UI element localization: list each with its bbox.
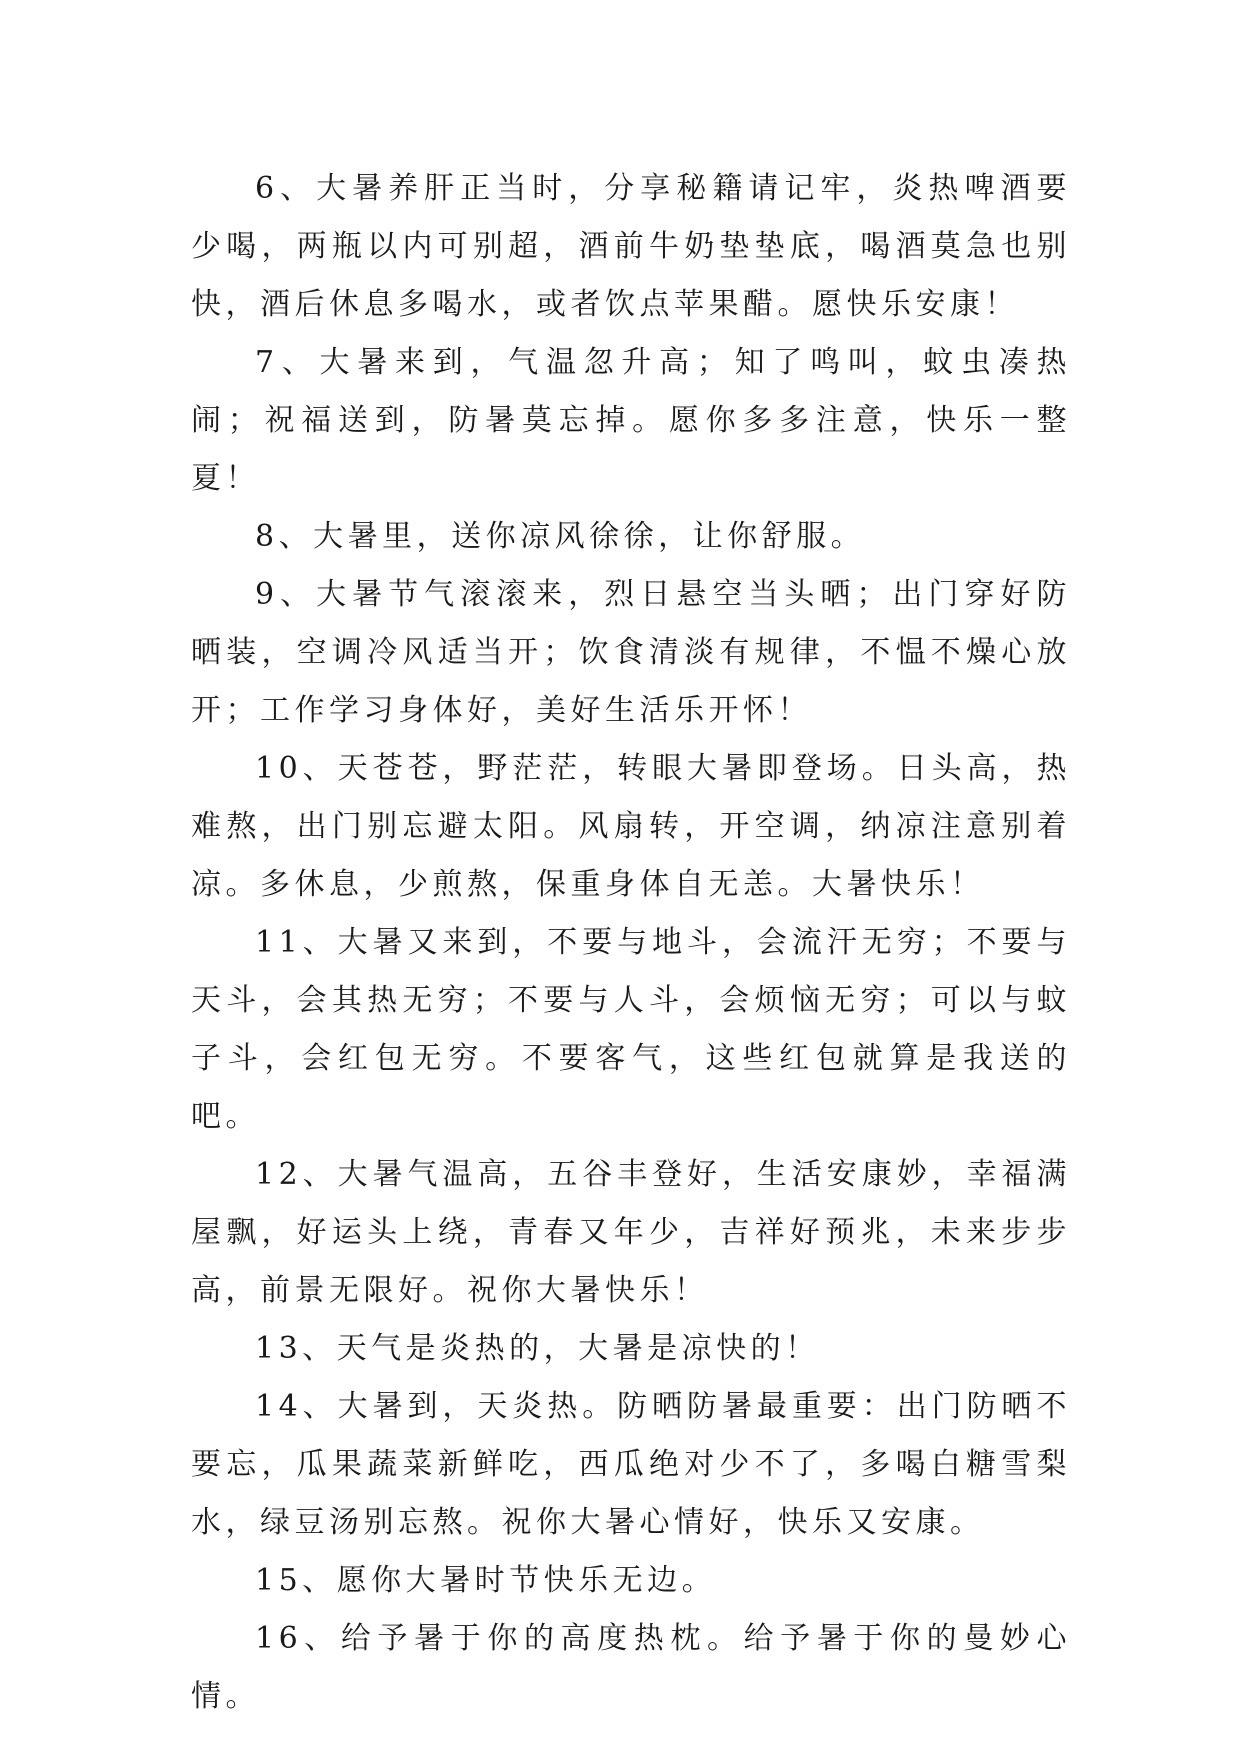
paragraph-6: 6、大暑养肝正当时，分享秘籍请记牢，炎热啤酒要少喝，两瓶以内可别超，酒前牛奶垫垫底，喝酒莫急也别快，酒后休息多喝水，或者饮点苹果醋。愿快乐安康！: [191, 171, 1071, 322]
paragraph-7: 7、大暑来到，气温忽升高；知了鸣叫，蚊虫凑热闹；祝福送到，防暑莫忘掉。愿你多多注意，快乐一整夏！: [191, 345, 1071, 496]
paragraph-11: 11、大暑又来到，不要与地斗，会流汗无穷；不要与天斗，会其热无穷；不要与人斗，会烦恼无穷；可以与蚊子斗，会红包无穷。不要客气，这些红包就算是我送的吧。: [191, 925, 1071, 1134]
paragraph-14: 14、大暑到，天炎热。防晒防暑最重要：出门防晒不要忘，瓜果蔬菜新鲜吃，西瓜绝对少不了，多喝白糖雪梨水，绿豆汤别忘熬。祝你大暑心情好，快乐又安康。: [191, 1389, 1071, 1540]
paragraph-15: 15、愿你大暑时节快乐无边。: [255, 1563, 717, 1598]
paragraph-16: 16、给予暑于你的高度热枕。给予暑于你的曼妙心情。: [191, 1621, 1071, 1714]
paragraph-12: 12、大暑气温高，五谷丰登好，生活安康妙，幸福满屋飘，好运头上绕，青春又年少，吉祥好预兆，未来步步高，前景无限好。祝你大暑快乐！: [191, 1157, 1071, 1308]
paragraph-13: 13、天气是炎热的，大暑是凉快的！: [255, 1331, 820, 1366]
paragraph-10: 10、天苍苍，野茫茫，转眼大暑即登场。日头高，热难熬，出门别忘避太阳。风扇转，开空调，纳凉注意别着凉。多休息，少煎熬，保重身体自无恙。大暑快乐！: [191, 751, 1071, 902]
paragraph-8: 8、大暑里，送你凉风徐徐，让你舒服。: [255, 519, 866, 554]
document-body: [191, 160, 1071, 1726]
paragraph-9: 9、大暑节气滚滚来，烈日悬空当头晒；出门穿好防晒装，空调冷风适当开；饮食清淡有规律，不愠不燥心放开；工作学习身体好，美好生活乐开怀！: [191, 577, 1071, 728]
